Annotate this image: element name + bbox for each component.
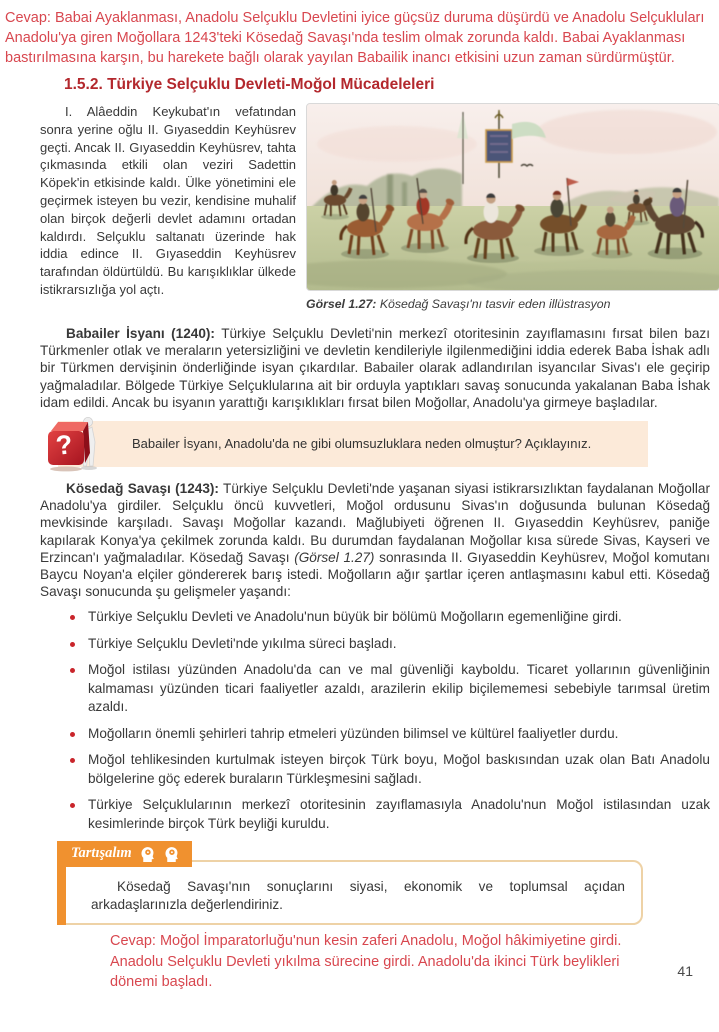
section-heading: 1.5.2. Türkiye Selçuklu Devleti-Moğol Mücadeleleri <box>64 76 435 93</box>
discussion-text: Kösedağ Savaşı'nın sonuçlarını siyasi, ekonomik ve toplumsal açıdan arkadaşlarınızla değerlendiriniz. <box>91 879 625 912</box>
list-item: Moğolların önemli şehirleri tahrip etmeleri yüzünden bilimsel ve kültürel faaliyetler durdu. <box>68 725 710 744</box>
textbook-page <box>0 8 719 1032</box>
babailer-lead: Babailer İsyanı (1240): <box>66 326 215 341</box>
thinking-head-icon <box>139 844 156 863</box>
discussion-content <box>57 860 643 925</box>
figure-1-27 <box>306 103 719 312</box>
kosedag-text-2: sonrasında II. Gıyaseddin Keyhüsrev, Moğol komutanı Baycu Noyan'a elçiler göndererek barış istedi. Moğolların ağır şartlar içeren antlaşmasını kabul etti. Kösedağ Savaşı sonucunda şu gelişmeler yaşandı: <box>40 549 711 600</box>
page-number: 41 <box>677 963 693 979</box>
battle-illustration <box>306 103 719 291</box>
question-mark-glyph: ? <box>54 429 74 461</box>
figure-caption <box>306 297 719 312</box>
question-text: Babailer İsyanı, Anadolu'da ne gibi olumsuzluklara neden olmuştur? Açıklayınız. <box>132 436 592 452</box>
kosedag-lead: Kösedağ Savaşı (1243): <box>66 481 219 497</box>
babailer-paragraph <box>40 325 710 411</box>
results-bullet-list <box>68 608 710 833</box>
discussion-label <box>57 841 192 867</box>
list-item: Türkiye Selçuklu Devleti ve Anadolu'nun büyük bir bölümü Moğolların egemenliğine girdi. <box>68 608 710 627</box>
answer-annotation-top: Cevap: Babai Ayaklanması, Anadolu Selçuklu Devletini iyice güçsüz duruma düşürdü ve Anadolu Selçukluları Anadolu'ya giren Moğollara 1243'teki Kösedağ Savaşı'nda teslim olmak zorunda kaldı. Babai Ayaklanması bastırılmasına karşın, bu harekete bağlı olarak yayılan Babailik inancı etkisini uzun zaman sürdürmüştür. <box>5 10 705 66</box>
kosedag-text-1: Türkiye Selçuklu Devleti'nde yaşanan siyasi istikrarsızlıktan faydalanan Moğollar Anadolu'ya girdiler. Selçuklu öncü kuvvetleri, Moğol ordusunu Sivas'ın doğusunda bulunan Kösedağ mevkisinde karşıladı. Savaşı Moğollar kazandı. Mağlubiyeti öğrenen II. Gıyaseddin Keyhüsrev, paniğe kapılarak Konya'ya çekilmek zorunda kaldı. Bu durumdan faydalanan Moğollar kısa sürede Sivas, Kayseri ve Erzincan'ı yağmaladılar. Kösedağ Savaşı <box>40 481 710 565</box>
question-box <box>54 421 648 467</box>
figure-caption-label: Görsel 1.27: <box>306 297 377 311</box>
kosedag-figure-ref: (Görsel 1.27) <box>294 549 375 565</box>
discussion-label-text: Tartışalım <box>71 845 132 862</box>
list-item: Türkiye Selçuklu Devleti'nde yıkılma süreci başladı. <box>68 635 710 654</box>
discussion-box <box>57 841 643 925</box>
question-cube-icon <box>42 413 108 475</box>
babailer-text: Türkiye Selçuklu Devleti'nin merkezî otoritesinin zayıflamasını fırsat bilen bazı Türkmenler otlak ve meraların yetersizliğini ve devletin kendileriyle ilgilenmediğini iddia ederek Baba İshak adlı bir Türkmen dervişinin önderliğinde isyan çıkardılar. Babailer olarak adlandırılan isyancılar Sivas'ı ele geçirip yağmaladılar. Bölgede Türkiye Selçuklularına ait bir orduyla yaptıkları savaş sonucunda yakalanan Baba İshak idam edildi. Ancak bu isyanın yarattığı karışıklıkları fırsat bilen Moğollar, Anadolu'ya girmeye başladılar. <box>40 326 710 410</box>
two-column-area <box>40 103 714 312</box>
list-item: Moğol istilası yüzünden Anadolu'da can ve mal güvenliği kayboldu. Ticaret yollarının güvenliğinin kalmaması yüzünden ticari faaliyetler azaldı, arazilerin ekilip biçilememesi sebebiyle tarımsal üretim azaldı. <box>68 661 710 717</box>
kosedag-paragraph <box>40 480 710 600</box>
answer-annotation-bottom: Cevap: Moğol İmparatorluğu'nun kesin zaferi Anadolu, Moğol hâkimiyetine girdi. Anadolu Selçuklu Devleti yıkılma sürecine girdi. Anadolu'da ikinci Türk beylikleri dönemi başladı. <box>110 933 622 991</box>
thinking-head-icon <box>163 844 180 863</box>
figure-caption-text: Kösedağ Savaşı'nı tasvir eden illüstrasyon <box>379 297 611 311</box>
list-item: Moğol tehlikesinden kurtulmak isteyen birçok Türk boyu, Moğol baskısından uzak olan Batı Anadolu bölgelerine göç ederek buraların Türkleşmesini sağladı. <box>68 751 710 788</box>
discussion-left-bar <box>57 841 66 925</box>
list-item: Türkiye Selçuklularının merkezî otoritesinin zayıflamasıyla Anadolu'nun Moğol istilasından uzak kesimlerinde birçok Türk beyliği kuruldu. <box>68 796 710 833</box>
intro-paragraph: I. Alâeddin Keykubat'ın vefatından sonra yerine oğlu II. Gıyaseddin Keyhüsrev geçti. Ancak II. Gıyaseddin Keyhüsrev, tahta çıkmasında etkili olan veziri Sadettin Köpek'in etkisinde kaldı. Ülke yönetimini ele geçirmek isteyen bu vezir, kendisine muhalif olan birçok değerli devlet adamını ortadan kaldırdı. Selçuklu saltanatı üzerinde hak iddia edince II. Gıyaseddin Keyhüsrev tarafından öldürtüldü. Bu karışıklıklar ülkede istikrarsızlığa yol açtı. <box>40 104 296 297</box>
